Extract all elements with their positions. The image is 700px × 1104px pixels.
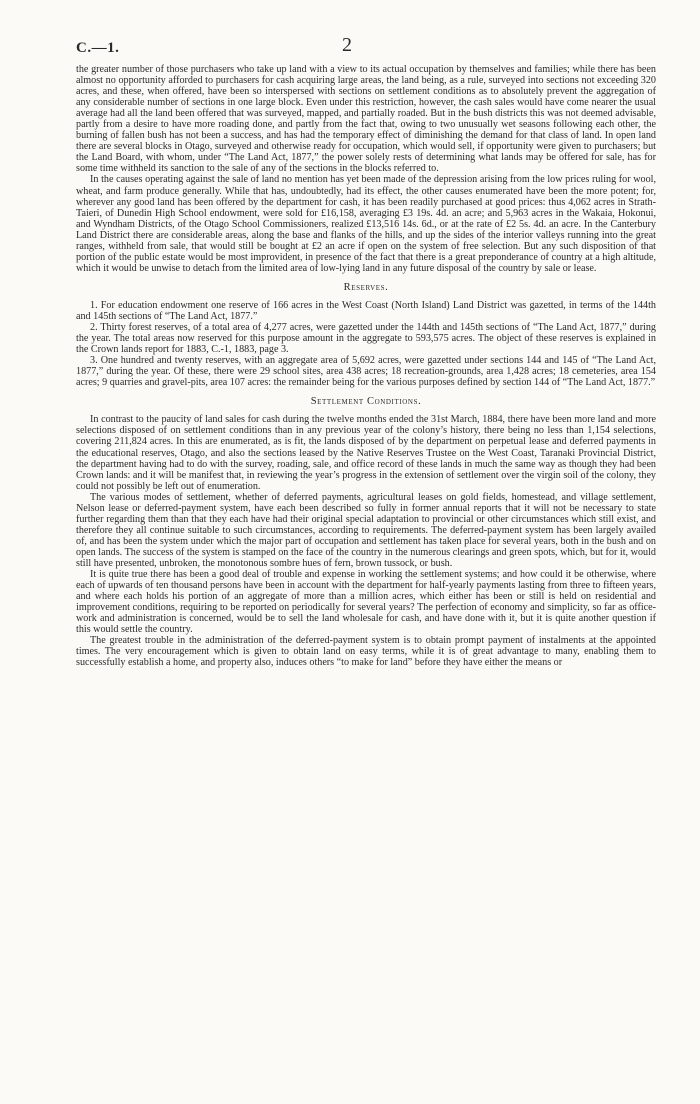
- document-reference: C.—1.: [76, 40, 120, 56]
- paragraph-depression: In the causes operating against the sale of land no mention has yet been made of the depression arising from the low prices ruling for wool, wheat, and farm produce generally. While that has, undoubtedly, had its effect, the other causes enumerated have been the more potent; for, wherever any good land has been offered by the department for cash, it has been readily purchased at good prices: thus 4,062 acres in Strath-Taieri, of Dunedin High School endowment, were sold for £16,158, averaging £3 19s. 4d. an acre; and 5,963 acres in the Wakaia, Hokonui, and Wyndham Districts, of the Otago School Commissioners, realized £13,516 14s. 6d., or at the rate of £2 5s. 4d. an acre. In the Canterbury Land District there are considerable areas, along the base and flanks of the hills, and up the sides of the interior valleys running into the great ranges, withheld from sale, that would still be bought at £2 an acre if open on the system of free selection. But any such disposition of that portion of the public estate would be most improvident, in presence of the fact that there is a great preponderance of country at a high altitude, which it would be unwise to detach from the limited area of low-lying land in any future disposal of the country by sale or lease.: [76, 174, 656, 274]
- settlement-conditions-heading: Settlement Conditions.: [310, 396, 422, 408]
- reserve-item-2: 2. Thirty forest reserves, of a total area of 4,277 acres, were gazetted under the 144th and 145th sections of “The Land Act, 1877,” during the year. The total areas now reserved for this purpose amount in the aggregate to 593,575 acres. The object of these reserves is explained in the Crown lands report for 1883, C.-1, 1883, page 3.: [76, 322, 656, 356]
- reserve-item-1: 1. For education endowment one reserve of 166 acres in the West Coast (North Island) Land District was gazetted, in terms of the 144th and 145th sections of “The Land Act, 1877.”: [76, 299, 656, 322]
- settlement-paragraph-2: The various modes of settlement, whether of deferred payments, agricultural leases on gold fields, homestead, and village settlement, Nelson lease or deferred-payment system, have each been described so fully in former annual reports that it will not be necessary to state further regarding them than that they each have had their original special adaptation to provincial or other circumstances which still exist, and therefore they all continue suitable to such circumstances, according to requirements. The deferred-payment system has been largely availed of, and has been the system under which the major part of occupation and settlement has taken place for several years, both in the bush and on open lands. The success of the system is stamped on the face of the country in the numerous clearings and green spots, which, but for it, would still have presented, unbroken, the monotonous sombre hues of fern, brown tussock, or bush.: [76, 491, 656, 569]
- paragraph-continued: the greater number of those purchasers who take up land with a view to its actual occupation by themselves and families; while there has been almost no opportunity afforded to purchasers for cash acquiring large areas, the land being, as a rule, surveyed into sections not exceeding 320 acres, and these, when offered, have been so interspersed with sections on settlement conditions as to absolutely prevent the aggregation of any considerable number of sections in one large block. Even under this restriction, however, the cash sales would have come nearer the usual average had all the land been offered that was surveyed, mapped, and partially roaded. But in the bush districts this was not deemed advisable, partly from a desire to have more roading done, and partly from the fact that, owing to two unusually wet seasons following each other, the burning of fallen bush has not been a success, and has had the temporary effect of diminishing the demand for that class of land. In open land there are several blocks in Otago, surveyed and otherwise ready for occupation, which would sell, if opportunity were given to purchasers; but the Land Board, with whom, under “The Land Act, 1877,” the power solely rests of determining what lands may be offered for sale, has for some time withheld its sanction to the sale of any of the sections in the blocks referred to.: [76, 64, 656, 175]
- reserve-item-3: 3. One hundred and twenty reserves, with an aggregate area of 5,692 acres, were gazetted under sections 144 and 145 of “The Land Act, 1877,” during the year. Of these, there were 29 school sites, area 438 acres; 18 recreation-grounds, area 1,428 acres; 18 cemeteries, area 154 acres; 9 quarries and gravel-pits, area 107 acres: the remainder being for the various purposes defined by section 144 of “The Land Act, 1877.”: [76, 355, 656, 389]
- reserves-heading: Reserves.: [343, 281, 389, 293]
- settlement-paragraph-1: In contrast to the paucity of land sales for cash during the twelve months ended the 31st March, 1884, there have been more land and more selections disposed of on settlement conditions than in any previous year of the colony’s history, there being no less than 1,154 selections, covering 211,824 acres. In this are enumerated, as is fit, the lands disposed of by the department on perpetual lease and deferred payments in the educational reserves, Otago, and also the sections leased by the Native Reserves Trustee on the West Coast, Taranaki Provincial District, the department having had to do with the survey, roading, sale, and office record of these lands in much the same way as though they had been Crown lands: and it will be manifest that, in reviewing the year’s progress in the extension of settlement over the virgin soil of the colony, they could not possibly be left out of enumeration.: [76, 414, 656, 492]
- body-text: [76, 64, 656, 668]
- page-number: 2: [342, 34, 352, 56]
- settlement-paragraph-4: The greatest trouble in the administration of the deferred-payment system is to obtain prompt payment of instalments at the appointed times. The very encouragement which is given to obtain land on easy terms, while it is of great advantage to many, enabling them to successfully establish a home, and property also, induces others “to make for land” before they have either the means or: [76, 635, 656, 669]
- page-header: [76, 28, 656, 64]
- settlement-paragraph-3: It is quite true there has been a good deal of trouble and expense in working the settlement systems; and how could it be otherwise, where each of upwards of ten thousand persons have been in account with the department for half-yearly payments lasting from three to fifteen years, and where each holds his portion of an aggregate of more than a million acres, which either has been or still is held on residential and improvement conditions, requiring to be reported on periodically for several years? The perfection of economy and simplicity, so far as office-work and administration is concerned, would be to sell the land wholesale for cash, and have done with it, but it is quite another question if this would settle the country.: [76, 569, 656, 636]
